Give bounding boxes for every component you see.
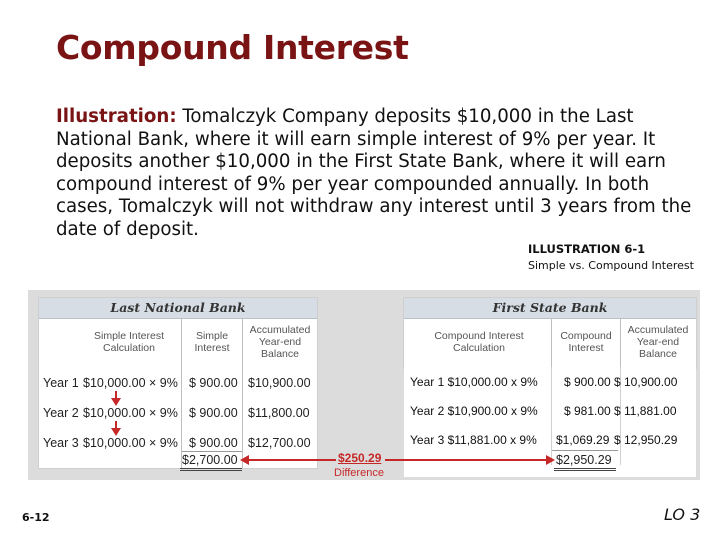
row-balance: $ 10,900.00: [614, 375, 678, 389]
col-header-line: Balance: [261, 348, 299, 360]
row-year: Year 1: [43, 376, 79, 390]
total-double-rule: [554, 470, 616, 471]
row-balance: $10,900.00: [248, 376, 311, 390]
row-balance: $12,700.00: [248, 436, 311, 450]
row-interest: $ 900.00: [189, 436, 238, 450]
illustration-caption: Simple vs. Compound Interest: [528, 259, 694, 272]
illustration-text: Tomalczyk Company deposits $10,000 in the Last National Bank, where it will earn simple interest of 9% per year. It deposits another $10,000 in the First State Bank, where it will earn compound interest of 9% per year compounded annually. In both cases, Tomalczyk will not withdraw any interest until 3 years from the date of deposit.: [56, 106, 692, 240]
row-calc: Year 1 $10,000.00 x 9%: [410, 375, 538, 389]
first-state-table-header: [403, 297, 697, 369]
slide-title: Compound Interest: [56, 28, 409, 67]
row-calc: $10,000.00 × 9%: [83, 406, 178, 420]
total-double-rule: [554, 468, 616, 469]
total-double-rule: [180, 470, 242, 471]
carry-forward-arrow-icon: [111, 428, 121, 436]
row-interest: $ 900.00: [189, 376, 238, 390]
row-balance: $11,800.00: [248, 406, 310, 420]
col-header-compound-interest: [554, 330, 618, 354]
row-calc: $10,000.00 × 9%: [83, 436, 178, 450]
illustration-number: ILLUSTRATION 6-1: [528, 242, 646, 256]
col-header-line: Calculation: [103, 342, 155, 354]
row-interest: $ 900.00: [189, 406, 238, 420]
row-calc: Year 2 $10,900.00 x 9%: [410, 404, 538, 418]
total-rule: [182, 451, 242, 452]
col-header-line: Compound: [560, 330, 612, 342]
difference-amount: $250.29: [338, 451, 382, 465]
row-calc: $10,000.00 × 9%: [83, 376, 178, 390]
illustration-paragraph: [56, 106, 692, 242]
illustration-lead: Illustration:: [56, 106, 177, 127]
col-header-balance: [244, 324, 316, 360]
col-header-line: Accumulated: [249, 324, 311, 336]
col-header-line: Simple Interest: [93, 330, 165, 342]
last-national-header: Last National Bank: [39, 298, 317, 319]
col-header-line: Compound Interest: [434, 330, 524, 342]
row-year: Year 2: [43, 406, 79, 420]
total-double-rule: [180, 468, 242, 469]
column-divider: [181, 319, 182, 468]
col-header-line: Year-end: [636, 336, 680, 348]
col-header-line: Year-end: [258, 336, 302, 348]
last-national-table: [38, 297, 318, 469]
col-header-line: Interest: [568, 342, 604, 354]
slide-number: 6-12: [22, 511, 50, 524]
col-header-simple-calc: [79, 330, 179, 354]
column-divider: [620, 319, 621, 368]
col-header-simple-interest: [183, 330, 241, 354]
arrow-left-icon: [240, 455, 249, 465]
col-header-line: Simple: [195, 330, 229, 342]
total-rule: [552, 450, 618, 451]
row-balance: $ 12,950.29: [614, 433, 678, 447]
col-header-balance: [622, 324, 694, 360]
column-divider: [242, 319, 243, 468]
last-national-total-interest: $2,700.00: [182, 453, 238, 467]
row-interest: $1,069.29: [556, 433, 610, 447]
difference-arrow-right-shaft: [385, 459, 547, 461]
arrow-right-icon: [546, 455, 555, 465]
row-interest: $ 900.00: [564, 375, 611, 389]
learning-objective: LO 3: [664, 505, 701, 524]
col-header-line: Interest: [194, 342, 230, 354]
row-interest: $ 981.00: [564, 404, 611, 418]
col-header-line: Calculation: [453, 342, 505, 354]
row-balance: $ 11,881.00: [614, 404, 677, 418]
difference-arrow-left-shaft: [246, 459, 336, 461]
col-header-line: Accumulated: [627, 324, 689, 336]
col-header-line: Balance: [639, 348, 677, 360]
carry-forward-arrow-icon: [111, 398, 121, 406]
col-header-compound-calc: [424, 330, 534, 354]
difference-label: Difference: [334, 467, 384, 479]
first-state-header: First State Bank: [404, 298, 696, 319]
first-state-total-interest: $2,950.29: [556, 453, 612, 467]
row-year: Year 3: [43, 436, 79, 450]
row-calc: Year 3 $11,881.00 x 9%: [410, 433, 537, 447]
column-divider: [551, 319, 552, 368]
